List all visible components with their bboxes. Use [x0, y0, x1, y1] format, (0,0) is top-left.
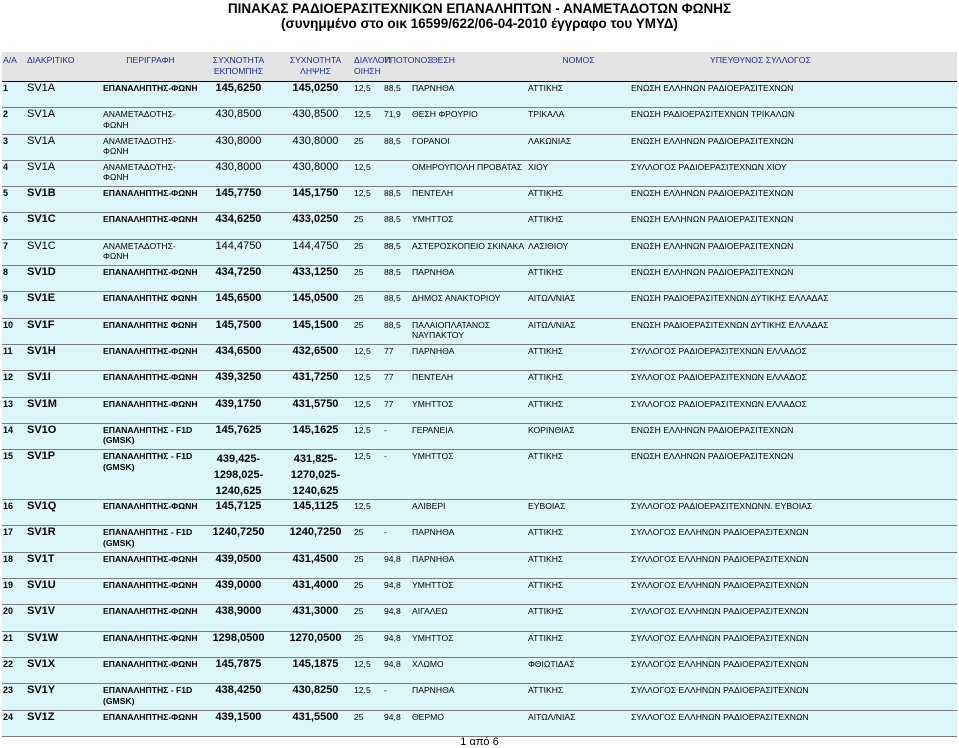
subtone: 77: [383, 344, 411, 370]
subtone: 88,5: [383, 82, 411, 108]
tx-frequency: 439,0500: [199, 552, 278, 578]
responsible-club: ΣΥΛΛΟΓΟΣ ΡΑΔΙΟΕΡΑΣΙΤΕΧΝΩΝ ΕΛΛΑΔΟΣ: [630, 371, 957, 397]
description: ΕΠΑΝΑΛΗΠΤΗΣ-ΦΩΝΗ: [102, 344, 199, 370]
table-row: [2, 500, 957, 526]
description: ΕΠΑΝΑΛΗΠΤΗΣ - F1D (GMSK): [102, 423, 199, 449]
call-sign: SV1A: [26, 108, 102, 134]
tx-frequency: 145,7625: [199, 423, 278, 449]
table-row: [2, 344, 957, 370]
table-row: [2, 82, 957, 108]
table-row: [2, 450, 957, 500]
rx-frequency: 1270,0500: [278, 631, 353, 657]
table-row: [2, 605, 957, 631]
location: ΑΙΓΑΛΕΩ: [411, 605, 527, 631]
row-number: 18: [2, 552, 26, 578]
description: ΕΠΑΝΑΛΗΠΤΗΣ-ΦΩΝΗ: [102, 371, 199, 397]
prefecture: ΧΙΟΥ: [527, 160, 630, 186]
call-sign: SV1W: [26, 631, 102, 657]
rx-frequency: 433,1250: [278, 266, 353, 292]
prefecture: ΑΤΤΙΚΗΣ: [527, 579, 630, 605]
subtone: 88,5: [383, 213, 411, 239]
location: ΓΕΡΑΝΕΙΑ: [411, 423, 527, 449]
location: ΟΜΗΡΟΥΠΟΛΗ ΠΡΟΒΑΤΑΣ: [411, 160, 527, 186]
table-row: [2, 579, 957, 605]
channel-spacing: 12,5: [353, 397, 383, 423]
location: ΠΕΝΤΕΛΗ: [411, 187, 527, 213]
row-number: 19: [2, 579, 26, 605]
header-nomos: ΝΟΜΟΣ: [527, 52, 630, 82]
rx-frequency: 145,0250: [278, 82, 353, 108]
prefecture: ΦΘΙΩΤΙΔΑΣ: [527, 657, 630, 683]
responsible-club: ΣΥΛΛΟΓΟΣ ΕΛΛΗΝΩΝ ΡΑΔΙΟΕΡΑΣΙΤΕΧΝΩΝ: [630, 657, 957, 683]
responsible-club: ΕΝΩΣΗ ΕΛΛΗΝΩΝ ΡΑΔΙΟΕΡΑΣΙΤΕΧΝΩΝ: [630, 187, 957, 213]
repeaters-table: [2, 52, 957, 737]
call-sign: SV1M: [26, 397, 102, 423]
responsible-club: ΣΥΛΛΟΓΟΣ ΡΑΔΙΟΕΡΑΣΙΤΕΧΝΩΝ ΕΛΛΑΔΟΣ: [630, 344, 957, 370]
table-row: [2, 108, 957, 134]
row-number: 2: [2, 108, 26, 134]
tx-frequency: 439,0000: [199, 579, 278, 605]
subtone: 88,5: [383, 187, 411, 213]
table-row: [2, 292, 957, 318]
page-number: 1 από 6: [460, 736, 499, 748]
description: ΕΠΑΝΑΛΗΠΤΗΣ-ΦΩΝΗ: [102, 605, 199, 631]
header-ypotonos: ΥΠΟΤΟΝΟΣ: [383, 52, 411, 82]
responsible-club: ΕΝΩΣΗ ΡΑΔΙΟΕΡΑΣΙΤΕΧΝΩΝ ΔΥΤΙΚΗΣ ΕΛΛΑΔΑΣ: [630, 318, 957, 344]
row-number: 7: [2, 239, 26, 265]
channel-spacing: 12,5: [353, 108, 383, 134]
description: ΕΠΑΝΑΛΗΠΤΗΣ - F1D (GMSK): [102, 526, 199, 552]
location: ΥΜΗΤΤΟΣ: [411, 397, 527, 423]
location: ΥΜΗΤΤΟΣ: [411, 450, 527, 500]
subtone: 88,5: [383, 292, 411, 318]
table-row: [2, 684, 957, 710]
subtone: 88,5: [383, 134, 411, 160]
row-number: 6: [2, 213, 26, 239]
prefecture: ΑΤΤΙΚΗΣ: [527, 82, 630, 108]
row-number: 4: [2, 160, 26, 186]
tx-frequency: 145,7750: [199, 187, 278, 213]
header-thesi: ΘΕΣΗ: [411, 52, 527, 82]
channel-spacing: 25: [353, 213, 383, 239]
channel-spacing: 12,5: [353, 187, 383, 213]
tx-frequency: 145,6500: [199, 292, 278, 318]
prefecture: ΑΤΤΙΚΗΣ: [527, 371, 630, 397]
call-sign: SV1Z: [26, 710, 102, 736]
channel-spacing: 12,5: [353, 371, 383, 397]
call-sign: SV1D: [26, 266, 102, 292]
description: ΕΠΑΝΑΛΗΠΤΗΣ ΦΩΝΗ: [102, 318, 199, 344]
description: ΑΝΑΜΕΤΑΔΟΤΗΣ-ΦΩΝΗ: [102, 134, 199, 160]
tx-frequency: 434,7250: [199, 266, 278, 292]
rx-frequency: 431,7250: [278, 371, 353, 397]
rx-frequency: 431,5500: [278, 710, 353, 736]
tx-frequency: 145,7125: [199, 500, 278, 526]
table-row: [2, 423, 957, 449]
prefecture: ΤΡΙΚΑΛΑ: [527, 108, 630, 134]
responsible-club: ΕΝΩΣΗ ΕΛΛΗΝΩΝ ΡΑΔΙΟΕΡΑΣΙΤΕΧΝΩΝ: [630, 450, 957, 500]
rx-frequency: 144,4750: [278, 239, 353, 265]
prefecture: ΕΥΒΟΙΑΣ: [527, 500, 630, 526]
row-number: 8: [2, 266, 26, 292]
location: ΠΑΡΝΗΘΑ: [411, 526, 527, 552]
rx-frequency: 430,8000: [278, 160, 353, 186]
table-row: [2, 371, 957, 397]
description: ΕΠΑΝΑΛΗΠΤΗΣ-ΦΩΝΗ: [102, 631, 199, 657]
call-sign: SV1I: [26, 371, 102, 397]
table-row: [2, 397, 957, 423]
prefecture: ΑΤΤΙΚΗΣ: [527, 631, 630, 657]
call-sign: SV1O: [26, 423, 102, 449]
row-number: 15: [2, 450, 26, 500]
description: ΕΠΑΝΑΛΗΠΤΗΣ-ΦΩΝΗ: [102, 657, 199, 683]
rx-frequency: 145,1125: [278, 500, 353, 526]
description: ΕΠΑΝΑΛΗΠΤΗΣ - F1D (GMSK): [102, 684, 199, 710]
call-sign: SV1Y: [26, 684, 102, 710]
prefecture: ΑΤΤΙΚΗΣ: [527, 605, 630, 631]
prefecture: ΑΤΤΙΚΗΣ: [527, 213, 630, 239]
subtone: 88,5: [383, 318, 411, 344]
responsible-club: ΣΥΛΛΟΓΟΣ ΡΑΔΙΟΕΡΑΣΙΤΕΧΝΩΝ ΕΛΛΑΔΟΣ: [630, 397, 957, 423]
responsible-club: ΕΝΩΣΗ ΕΛΛΗΝΩΝ ΡΑΔΙΟΕΡΑΣΙΤΕΧΝΩΝ: [630, 134, 957, 160]
subtone: 77: [383, 371, 411, 397]
description: ΕΠΑΝΑΛΗΠΤΗΣ - F1D (GMSK): [102, 450, 199, 500]
table-row: [2, 213, 957, 239]
responsible-club: ΕΝΩΣΗ ΡΑΔΙΟΕΡΑΣΙΤΕΧΝΩΝ ΤΡΙΚΑΛΩΝ: [630, 108, 957, 134]
location: ΠΑΡΝΗΘΑ: [411, 684, 527, 710]
tx-frequency: 145,7875: [199, 657, 278, 683]
subtone: [383, 500, 411, 526]
call-sign: SV1A: [26, 134, 102, 160]
channel-spacing: 12,5: [353, 423, 383, 449]
tx-frequency: 439,1500: [199, 710, 278, 736]
subtone: 94,8: [383, 579, 411, 605]
call-sign: SV1V: [26, 605, 102, 631]
location: ΥΜΗΤΤΟΣ: [411, 631, 527, 657]
rx-frequency: 431,4000: [278, 579, 353, 605]
header-ypeuthynos: ΥΠΕΥΘΥΝΟΣ ΣΥΛΛΟΓΟΣ: [630, 52, 957, 82]
rx-frequency: 431,3000: [278, 605, 353, 631]
location: ΘΕΡΜΟ: [411, 710, 527, 736]
title-line-1: ΠΙΝΑΚΑΣ ΡΑΔΙΟΕΡΑΣΙΤΕΧΝΙΚΩΝ ΕΠΑΝΑΛΗΠΤΩΝ - ΑΝΑΜΕΤΑΔΟΤΩΝ ΦΩΝΗΣ: [227, 1, 732, 16]
subtone: -: [383, 684, 411, 710]
call-sign: SV1Q: [26, 500, 102, 526]
row-number: 24: [2, 710, 26, 736]
description: ΕΠΑΝΑΛΗΠΤΗΣ-ΦΩΝΗ: [102, 213, 199, 239]
call-sign: SV1R: [26, 526, 102, 552]
description: ΕΠΑΝΑΛΗΠΤΗΣ-ΦΩΝΗ: [102, 82, 199, 108]
responsible-club: ΣΥΛΛΟΓΟΣ ΕΛΛΗΝΩΝ ΡΑΔΙΟΕΡΑΣΙΤΕΧΝΩΝ: [630, 710, 957, 736]
call-sign: SV1E: [26, 292, 102, 318]
row-number: 14: [2, 423, 26, 449]
description: ΕΠΑΝΑΛΗΠΤΗΣ-ΦΩΝΗ: [102, 579, 199, 605]
row-number: 22: [2, 657, 26, 683]
tx-frequency: 439,425- 1298,025- 1240,625: [199, 450, 278, 500]
channel-spacing: 25: [353, 266, 383, 292]
table-row: [2, 552, 957, 578]
location: ΠΑΡΝΗΘΑ: [411, 552, 527, 578]
row-number: 21: [2, 631, 26, 657]
rx-frequency: 145,1500: [278, 318, 353, 344]
subtone: -: [383, 526, 411, 552]
location: ΠΑΛΑΙΟΠΛΑΤΑΝΟΣ ΝΑΥΠΑΚΤΟΥ: [411, 318, 527, 344]
subtone: 77: [383, 397, 411, 423]
table-row: [2, 239, 957, 265]
channel-spacing: 25: [353, 239, 383, 265]
row-number: 9: [2, 292, 26, 318]
rx-frequency: 430,8000: [278, 134, 353, 160]
header-diaulopoiisi: ΔΙΑΥΛΟΠ ΟΙΗΣΗ: [353, 52, 383, 82]
rx-frequency: 432,6500: [278, 344, 353, 370]
channel-spacing: 12,5: [353, 500, 383, 526]
table-row: [2, 318, 957, 344]
rx-frequency: 431,4500: [278, 552, 353, 578]
subtone: [383, 160, 411, 186]
location: ΠΕΝΤΕΛΗ: [411, 371, 527, 397]
channel-spacing: 25: [353, 552, 383, 578]
prefecture: ΑΤΤΙΚΗΣ: [527, 450, 630, 500]
call-sign: SV1H: [26, 344, 102, 370]
location: ΠΑΡΝΗΘΑ: [411, 266, 527, 292]
tx-frequency: 430,8500: [199, 108, 278, 134]
channel-spacing: 25: [353, 292, 383, 318]
description: ΕΠΑΝΑΛΗΠΤΗΣ-ΦΩΝΗ: [102, 266, 199, 292]
tx-frequency: 1298,0500: [199, 631, 278, 657]
prefecture: ΑΤΤΙΚΗΣ: [527, 266, 630, 292]
subtone: 94,8: [383, 605, 411, 631]
channel-spacing: 25: [353, 318, 383, 344]
responsible-club: ΣΥΛΛΟΓΟΣ ΕΛΛΗΝΩΝ ΡΑΔΙΟΕΡΑΣΙΤΕΧΝΩΝ: [630, 605, 957, 631]
responsible-club: ΕΝΩΣΗ ΡΑΔΙΟΕΡΑΣΙΤΕΧΝΩΝ ΔΥΤΙΚΗΣ ΕΛΛΑΔΑΣ: [630, 292, 957, 318]
row-number: 23: [2, 684, 26, 710]
table-row: [2, 134, 957, 160]
channel-spacing: 12,5: [353, 344, 383, 370]
location: ΠΑΡΝΗΘΑ: [411, 344, 527, 370]
prefecture: ΛΑΚΩΝΙΑΣ: [527, 134, 630, 160]
prefecture: ΑΙΤΩΛ/ΝΙΑΣ: [527, 318, 630, 344]
row-number: 11: [2, 344, 26, 370]
row-number: 3: [2, 134, 26, 160]
table-row: [2, 631, 957, 657]
channel-spacing: 25: [353, 134, 383, 160]
table-row: [2, 160, 957, 186]
tx-frequency: 430,8000: [199, 160, 278, 186]
location: ΘΕΣΗ ΦΡΟΥΡΙΟ: [411, 108, 527, 134]
rx-frequency: 431,5750: [278, 397, 353, 423]
location: ΑΣΤΕΡΟΣΚΟΠΕΙΟ ΣΚΙΝΑΚΑ: [411, 239, 527, 265]
table-row: [2, 187, 957, 213]
description: ΑΝΑΜΕΤΑΔΟΤΗΣ-ΦΩΝΗ: [102, 160, 199, 186]
row-number: 20: [2, 605, 26, 631]
call-sign: SV1B: [26, 187, 102, 213]
row-number: 5: [2, 187, 26, 213]
subtone: 88,5: [383, 239, 411, 265]
responsible-club: ΕΝΩΣΗ ΕΛΛΗΝΩΝ ΡΑΔΙΟΕΡΑΣΙΤΕΧΝΩΝ: [630, 213, 957, 239]
description: ΕΠΑΝΑΛΗΠΤΗΣ-ΦΩΝΗ: [102, 187, 199, 213]
tx-frequency: 434,6250: [199, 213, 278, 239]
responsible-club: ΕΝΩΣΗ ΕΛΛΗΝΩΝ ΡΑΔΙΟΕΡΑΣΙΤΕΧΝΩΝ: [630, 266, 957, 292]
prefecture: ΚΟΡΙΝΘΙΑΣ: [527, 423, 630, 449]
subtone: 94,8: [383, 657, 411, 683]
row-number: 12: [2, 371, 26, 397]
rx-frequency: 431,825- 1270,025- 1240,625: [278, 450, 353, 500]
rx-frequency: 433,0250: [278, 213, 353, 239]
description: ΕΠΑΝΑΛΗΠΤΗΣ-ΦΩΝΗ: [102, 397, 199, 423]
header-aa: Α/Α: [2, 52, 26, 82]
subtone: 94,8: [383, 552, 411, 578]
description: ΕΠΑΝΑΛΗΠΤΗΣ-ΦΩΝΗ: [102, 500, 199, 526]
prefecture: ΑΤΤΙΚΗΣ: [527, 552, 630, 578]
subtone: -: [383, 423, 411, 449]
responsible-club: ΕΝΩΣΗ ΕΛΛΗΝΩΝ ΡΑΔΙΟΕΡΑΣΙΤΕΧΝΩΝ: [630, 423, 957, 449]
location: ΓΟΡΑΝΟΙ: [411, 134, 527, 160]
tx-frequency: 438,9000: [199, 605, 278, 631]
call-sign: SV1C: [26, 213, 102, 239]
responsible-club: ΕΝΩΣΗ ΕΛΛΗΝΩΝ ΡΑΔΙΟΕΡΑΣΙΤΕΧΝΩΝ: [630, 239, 957, 265]
location: ΧΛΩΜΟ: [411, 657, 527, 683]
row-number: 17: [2, 526, 26, 552]
channel-spacing: 25: [353, 579, 383, 605]
prefecture: ΑΤΤΙΚΗΣ: [527, 344, 630, 370]
responsible-club: ΣΥΛΛΟΓΟΣ ΕΛΛΗΝΩΝ ΡΑΔΙΟΕΡΑΣΙΤΕΧΝΩΝ: [630, 684, 957, 710]
location: ΠΑΡΝΗΘΑ: [411, 82, 527, 108]
tx-frequency: 439,3250: [199, 371, 278, 397]
tx-frequency: 145,6250: [199, 82, 278, 108]
location: ΥΜΗΤΤΟΣ: [411, 579, 527, 605]
call-sign: SV1X: [26, 657, 102, 683]
responsible-club: ΣΥΛΛΟΓΟΣ ΕΛΛΗΝΩΝ ΡΑΔΙΟΕΡΑΣΙΤΕΧΝΩΝ: [630, 552, 957, 578]
channel-spacing: 25: [353, 605, 383, 631]
responsible-club: ΣΥΛΛΟΓΟΣ ΕΛΛΗΝΩΝ ΡΑΔΙΟΕΡΑΣΙΤΕΧΝΩΝ: [630, 631, 957, 657]
row-number: 10: [2, 318, 26, 344]
description: ΕΠΑΝΑΛΗΠΤΗΣ-ΦΩΝΗ: [102, 710, 199, 736]
rx-frequency: 145,0500: [278, 292, 353, 318]
description: ΕΠΑΝΑΛΗΠΤΗΣ-ΦΩΝΗ: [102, 552, 199, 578]
prefecture: ΑΤΤΙΚΗΣ: [527, 684, 630, 710]
prefecture: ΑΙΤΩΛ/ΝΙΑΣ: [527, 292, 630, 318]
table-row: [2, 266, 957, 292]
responsible-club: ΣΥΛΛΟΓΟΣ ΕΛΛΗΝΩΝ ΡΑΔΙΟΕΡΑΣΙΤΕΧΝΩΝ: [630, 526, 957, 552]
rx-frequency: 430,8250: [278, 684, 353, 710]
header-perigrafi: ΠΕΡΙΓΡΑΦΗ: [102, 52, 199, 82]
channel-spacing: 25: [353, 526, 383, 552]
channel-spacing: 12,5: [353, 684, 383, 710]
tx-frequency: 145,7500: [199, 318, 278, 344]
tx-frequency: 434,6500: [199, 344, 278, 370]
row-number: 13: [2, 397, 26, 423]
channel-spacing: 12,5: [353, 160, 383, 186]
responsible-club: ΕΝΩΣΗ ΕΛΛΗΝΩΝ ΡΑΔΙΟΕΡΑΣΙΤΕΧΝΩΝ: [630, 82, 957, 108]
prefecture: ΑΤΤΙΚΗΣ: [527, 187, 630, 213]
row-number: 16: [2, 500, 26, 526]
call-sign: SV1C: [26, 239, 102, 265]
header-diakritiko: ΔΙΑΚΡΙΤΙΚΟ: [26, 52, 102, 82]
location: ΥΜΗΤΤΟΣ: [411, 213, 527, 239]
subtone: 88,5: [383, 266, 411, 292]
table-header-row: [2, 52, 957, 82]
prefecture: ΑΤΤΙΚΗΣ: [527, 526, 630, 552]
channel-spacing: 12,5: [353, 82, 383, 108]
location: ΔΗΜΟΣ ΑΝΑΚΤΟΡΙΟΥ: [411, 292, 527, 318]
description: ΕΠΑΝΑΛΗΠΤΗΣ ΦΩΝΗ: [102, 292, 199, 318]
channel-spacing: 12,5: [353, 450, 383, 500]
table-row: [2, 526, 957, 552]
location: ΑΛΙΒΕΡΙ: [411, 500, 527, 526]
table-row: [2, 657, 957, 683]
subtone: 71,9: [383, 108, 411, 134]
description: ΑΝΑΜΕΤΑΔΟΤΗΣ-ΦΩΝΗ: [102, 108, 199, 134]
rx-frequency: 145,1875: [278, 657, 353, 683]
call-sign: SV1A: [26, 82, 102, 108]
responsible-club: ΣΥΛΛΟΓΟΣ ΕΛΛΗΝΩΝ ΡΑΔΙΟΕΡΑΣΙΤΕΧΝΩΝ: [630, 579, 957, 605]
tx-frequency: 430,8000: [199, 134, 278, 160]
tx-frequency: 1240,7250: [199, 526, 278, 552]
title-line-2: (συνημμένο στο οικ 16599/622/06-04-2010 έγγραφο του ΥΜΥΔ): [281, 16, 678, 31]
description: ΑΝΑΜΕΤΑΔΟΤΗΣ-ΦΩΝΗ: [102, 239, 199, 265]
table-row: [2, 710, 957, 736]
subtone: -: [383, 450, 411, 500]
channel-spacing: 25: [353, 631, 383, 657]
channel-spacing: 12,5: [353, 657, 383, 683]
channel-spacing: 25: [353, 710, 383, 736]
rx-frequency: 1240,7250: [278, 526, 353, 552]
header-syxnotita-lipsis: ΣΥΧΝΟΤΗΤΑ ΛΗΨΗΣ: [278, 52, 353, 82]
subtone: 94,8: [383, 631, 411, 657]
rx-frequency: 145,1625: [278, 423, 353, 449]
subtone: 94,8: [383, 710, 411, 736]
call-sign: SV1T: [26, 552, 102, 578]
prefecture: ΑΙΤΩΛ/ΝΙΑΣ: [527, 710, 630, 736]
row-number: 1: [2, 82, 26, 108]
call-sign: SV1U: [26, 579, 102, 605]
prefecture: ΑΤΤΙΚΗΣ: [527, 397, 630, 423]
header-syxnotita-ekpompis: ΣΥΧΝΟΤΗΤΑ ΕΚΠΟΜΠΗΣ: [199, 52, 278, 82]
prefecture: ΛΑΣΙΘΙΟΥ: [527, 239, 630, 265]
call-sign: SV1F: [26, 318, 102, 344]
tx-frequency: 144,4750: [199, 239, 278, 265]
call-sign: SV1A: [26, 160, 102, 186]
rx-frequency: 145,1750: [278, 187, 353, 213]
rx-frequency: 430,8500: [278, 108, 353, 134]
tx-frequency: 439,1750: [199, 397, 278, 423]
document-title: [0, 1, 959, 31]
responsible-club: ΣΥΛΛΟΓΟΣ ΡΑΔΙΟΕΡΑΣΙΤΕΧΝΩΝΝ. ΕΥΒΟΙΑΣ: [630, 500, 957, 526]
tx-frequency: 438,4250: [199, 684, 278, 710]
responsible-club: ΣΥΛΛΟΓΟΣ ΡΑΔΙΟΕΡΑΣΙΤΕΧΝΩΝ ΧΙΟΥ: [630, 160, 957, 186]
call-sign: SV1P: [26, 450, 102, 500]
